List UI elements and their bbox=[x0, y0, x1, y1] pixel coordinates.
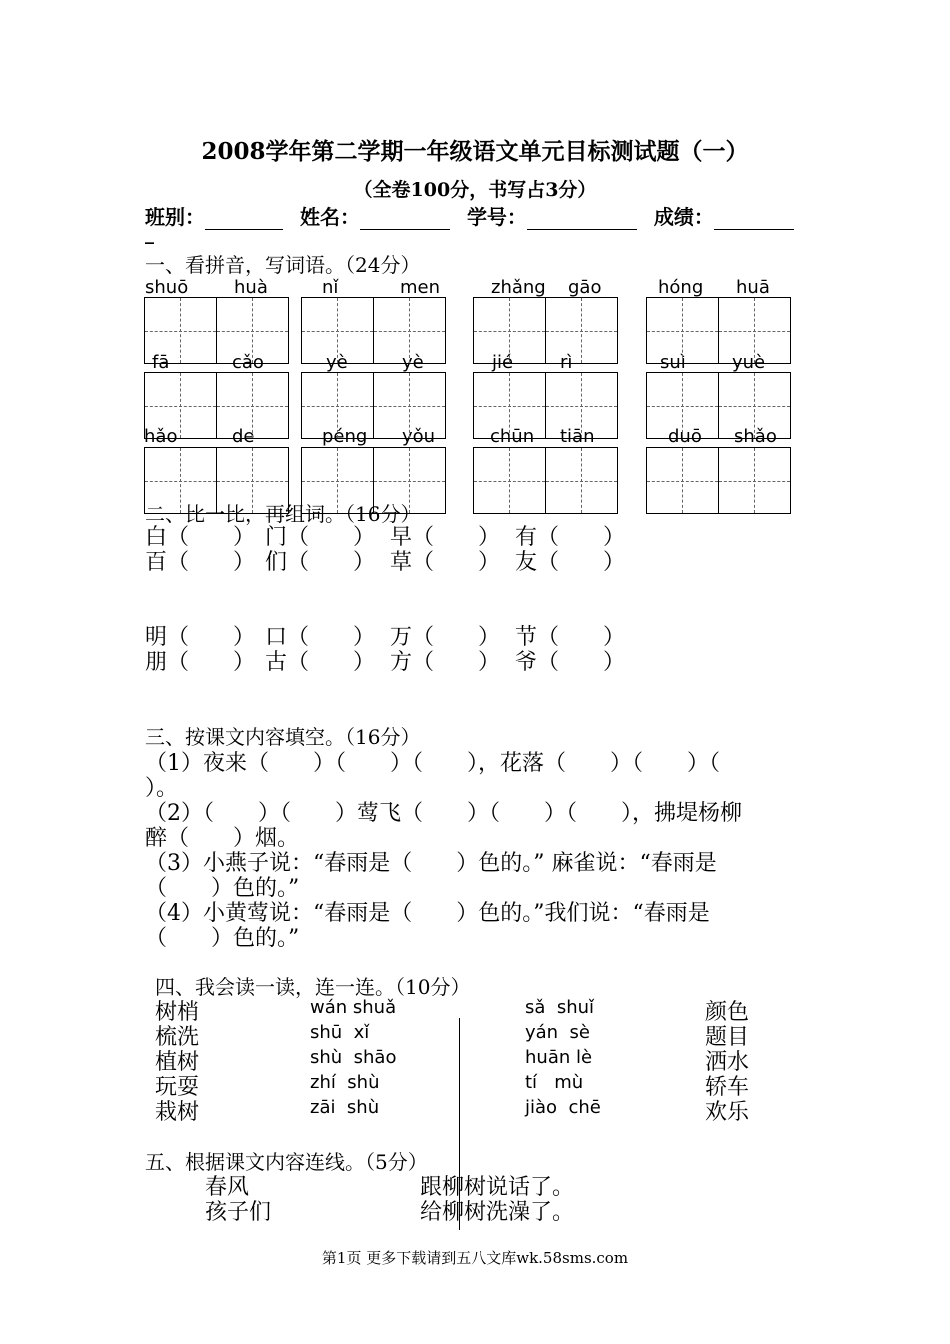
match-left-item[interactable]: 孩子们 bbox=[205, 1200, 272, 1225]
fill-line: （1）夜来（ ）（ ）（ ），花落（ ）（ ）（ bbox=[145, 751, 720, 776]
pinyin-hua2: huā bbox=[736, 277, 770, 298]
tian-zi-cell[interactable] bbox=[719, 373, 791, 438]
cell-guide-horizontal bbox=[719, 331, 791, 332]
pinyin-zhang: zhǎng bbox=[491, 277, 546, 298]
pinyin-row3-clipped: hǎo de péng yǒu chūn tiān duō shǎo bbox=[144, 426, 777, 447]
id-label: 学号： bbox=[466, 205, 527, 229]
fill-line: （3）小燕子说：“春雨是（ ）色的。” 麻雀说：“春雨是 bbox=[145, 851, 717, 876]
compare-word-blank[interactable]: 明（ ） bbox=[145, 625, 256, 650]
writing-box[interactable] bbox=[646, 447, 791, 514]
cell-guide-horizontal bbox=[546, 481, 618, 482]
name-label: 姓名： bbox=[299, 205, 360, 229]
cell-guide-horizontal bbox=[474, 406, 545, 407]
tian-zi-cell[interactable] bbox=[546, 448, 618, 513]
compare-word-blank[interactable]: 早（ ） bbox=[390, 525, 501, 550]
tian-zi-cell[interactable] bbox=[474, 373, 546, 438]
compare-word-blank[interactable]: 们（ ） bbox=[265, 550, 376, 575]
match-item-col2[interactable]: shū xǐ bbox=[310, 1022, 370, 1043]
tian-zi-cell[interactable] bbox=[474, 298, 546, 363]
section3-heading: 三、按课文内容填空。（16分） bbox=[145, 725, 421, 749]
tian-zi-cell[interactable] bbox=[145, 373, 217, 438]
match-item-col4[interactable]: 颜色 bbox=[705, 1000, 750, 1025]
page-subtitle: （全卷100分，书写占3分） bbox=[353, 179, 597, 201]
tian-zi-cell[interactable] bbox=[217, 373, 289, 438]
match-item-col2[interactable]: shù shāo bbox=[310, 1047, 397, 1068]
info-overflow-dash: _ bbox=[145, 224, 154, 245]
score-label: 成绩： bbox=[653, 205, 714, 229]
match-item-col3[interactable]: tí mù bbox=[525, 1072, 584, 1093]
cell-guide-horizontal bbox=[719, 481, 791, 482]
cell-guide-horizontal bbox=[374, 331, 446, 332]
cell-guide-horizontal bbox=[302, 406, 373, 407]
section5-heading: 五、根据课文内容连线。（5分） bbox=[145, 1150, 428, 1174]
match-item-col3[interactable]: yán sè bbox=[525, 1022, 590, 1043]
match-item-col4[interactable]: 欢乐 bbox=[705, 1100, 750, 1125]
tian-zi-cell[interactable] bbox=[546, 373, 618, 438]
writing-box[interactable] bbox=[473, 372, 618, 439]
match-left-item[interactable]: 春风 bbox=[205, 1175, 250, 1200]
cell-guide-horizontal bbox=[546, 406, 618, 407]
tian-zi-cell[interactable] bbox=[647, 298, 719, 363]
match-item-col1[interactable]: 梳洗 bbox=[155, 1025, 200, 1050]
cell-guide-horizontal bbox=[217, 331, 289, 332]
writing-box[interactable] bbox=[144, 297, 289, 364]
pinyin-gao: gāo bbox=[568, 277, 602, 298]
fill-line: （2）（ ）（ ）莺飞（ ）（ ）（ ），拂堤杨柳 bbox=[145, 801, 742, 826]
section2-heading: 二、比一比，再组词。（16分） bbox=[145, 502, 421, 526]
cell-guide-horizontal bbox=[474, 481, 545, 482]
fill-line: ）。 bbox=[145, 776, 179, 801]
tian-zi-cell[interactable] bbox=[374, 373, 446, 438]
match-item-col1[interactable]: 玩耍 bbox=[155, 1075, 200, 1100]
cell-guide-horizontal bbox=[145, 481, 216, 482]
compare-word-blank[interactable]: 万（ ） bbox=[390, 625, 501, 650]
match-item-col3[interactable]: huān lè bbox=[525, 1047, 593, 1068]
tian-zi-cell[interactable] bbox=[302, 298, 374, 363]
writing-box[interactable] bbox=[301, 372, 446, 439]
writing-box[interactable] bbox=[473, 447, 618, 514]
match-item-col1[interactable]: 树梢 bbox=[155, 1000, 200, 1025]
compare-word-blank[interactable]: 口（ ） bbox=[265, 625, 376, 650]
tian-zi-cell[interactable] bbox=[474, 448, 546, 513]
cell-guide-horizontal bbox=[145, 406, 216, 407]
pinyin-ni: nǐ bbox=[322, 277, 339, 298]
match-item-col4[interactable]: 题目 bbox=[705, 1025, 750, 1050]
tian-zi-cell[interactable] bbox=[719, 448, 791, 513]
score-field[interactable] bbox=[714, 209, 794, 230]
compare-word-blank[interactable]: 节（ ） bbox=[515, 625, 626, 650]
compare-word-blank[interactable]: 爷（ ） bbox=[515, 650, 626, 675]
tian-zi-cell[interactable] bbox=[374, 298, 446, 363]
id-field[interactable] bbox=[527, 209, 637, 230]
tian-zi-cell[interactable] bbox=[647, 373, 719, 438]
fill-line: 醉（ ）烟。 bbox=[145, 826, 300, 851]
cell-guide-horizontal bbox=[217, 406, 289, 407]
writing-box[interactable] bbox=[646, 372, 791, 439]
writing-box[interactable] bbox=[301, 297, 446, 364]
cell-guide-horizontal bbox=[647, 481, 718, 482]
tian-zi-cell[interactable] bbox=[217, 298, 289, 363]
student-info-line bbox=[145, 201, 804, 230]
tian-zi-cell[interactable] bbox=[546, 298, 618, 363]
class-label: 班别： bbox=[145, 205, 205, 229]
cell-guide-horizontal bbox=[719, 406, 791, 407]
fill-line: （ ）色的。” bbox=[145, 926, 300, 951]
section1-heading: 一、看拼音，写词语。（24分） bbox=[145, 253, 421, 277]
pinyin-men: men bbox=[400, 277, 441, 298]
match-item-col4[interactable]: 轿车 bbox=[705, 1075, 750, 1100]
match-item-col2[interactable]: zhí shù bbox=[310, 1072, 380, 1093]
match-item-col2[interactable]: wán shuǎ bbox=[310, 997, 397, 1018]
compare-word-blank[interactable]: 古（ ） bbox=[265, 650, 376, 675]
writing-box[interactable] bbox=[144, 372, 289, 439]
cell-guide-horizontal bbox=[302, 331, 373, 332]
match-item-col3[interactable]: sǎ shuǐ bbox=[525, 997, 595, 1018]
cell-guide-horizontal bbox=[546, 331, 618, 332]
match-item-col3[interactable]: jiào chē bbox=[525, 1097, 601, 1118]
match-item-col1[interactable]: 植树 bbox=[155, 1050, 200, 1075]
name-field[interactable] bbox=[360, 209, 450, 230]
pinyin-hua: huà bbox=[234, 277, 268, 298]
section4-heading: 四、我会读一读，连一连。（10分） bbox=[155, 975, 471, 999]
cell-guide-horizontal bbox=[302, 481, 373, 482]
pinyin-shuo: shuō bbox=[145, 277, 189, 298]
class-field[interactable] bbox=[205, 209, 283, 230]
tian-zi-cell[interactable] bbox=[145, 298, 217, 363]
cell-guide-horizontal bbox=[647, 331, 718, 332]
tian-zi-cell[interactable] bbox=[647, 448, 719, 513]
cell-guide-horizontal bbox=[145, 331, 216, 332]
tian-zi-cell[interactable] bbox=[719, 298, 791, 363]
compare-word-blank[interactable]: 有（ ） bbox=[515, 525, 626, 550]
cell-guide-horizontal bbox=[374, 406, 446, 407]
compare-word-blank[interactable]: 友（ ） bbox=[515, 550, 626, 575]
compare-word-blank[interactable]: 门（ ） bbox=[265, 525, 376, 550]
tian-zi-cell[interactable] bbox=[302, 373, 374, 438]
writing-box[interactable] bbox=[646, 297, 791, 364]
page-title: 2008学年第二学期一年级语文单元目标测试题（一） bbox=[201, 138, 749, 165]
match-item-col4[interactable]: 洒水 bbox=[705, 1050, 750, 1075]
compare-word-blank[interactable]: 白（ ） bbox=[145, 525, 256, 550]
fill-line: （ ）色的。” bbox=[145, 876, 300, 901]
cell-guide-horizontal bbox=[374, 481, 446, 482]
page-footer: 第1页 更多下载请到五八文库wk.58sms.com bbox=[321, 1249, 629, 1267]
match-right-item[interactable]: 给柳树洗澡了。 bbox=[420, 1200, 575, 1225]
fill-line: （4）小黄莺说：“春雨是（ ）色的。”我们说：“春雨是 bbox=[145, 901, 710, 926]
pinyin-row2-clipped: fā cǎo yè yè jié rì suì yuè bbox=[152, 352, 766, 373]
cell-guide-horizontal bbox=[474, 331, 545, 332]
cell-guide-horizontal bbox=[217, 481, 289, 482]
compare-word-blank[interactable]: 朋（ ） bbox=[145, 650, 256, 675]
compare-word-blank[interactable]: 百（ ） bbox=[145, 550, 256, 575]
writing-box[interactable] bbox=[473, 297, 618, 364]
match-item-col2[interactable]: zāi shù bbox=[310, 1097, 380, 1118]
cell-guide-horizontal bbox=[647, 406, 718, 407]
compare-word-blank[interactable]: 方（ ） bbox=[390, 650, 501, 675]
match-item-col1[interactable]: 栽树 bbox=[155, 1100, 200, 1125]
pinyin-hong: hóng bbox=[658, 277, 704, 298]
compare-word-blank[interactable]: 草（ ） bbox=[390, 550, 501, 575]
match-right-item[interactable]: 跟柳树说话了。 bbox=[420, 1175, 575, 1200]
